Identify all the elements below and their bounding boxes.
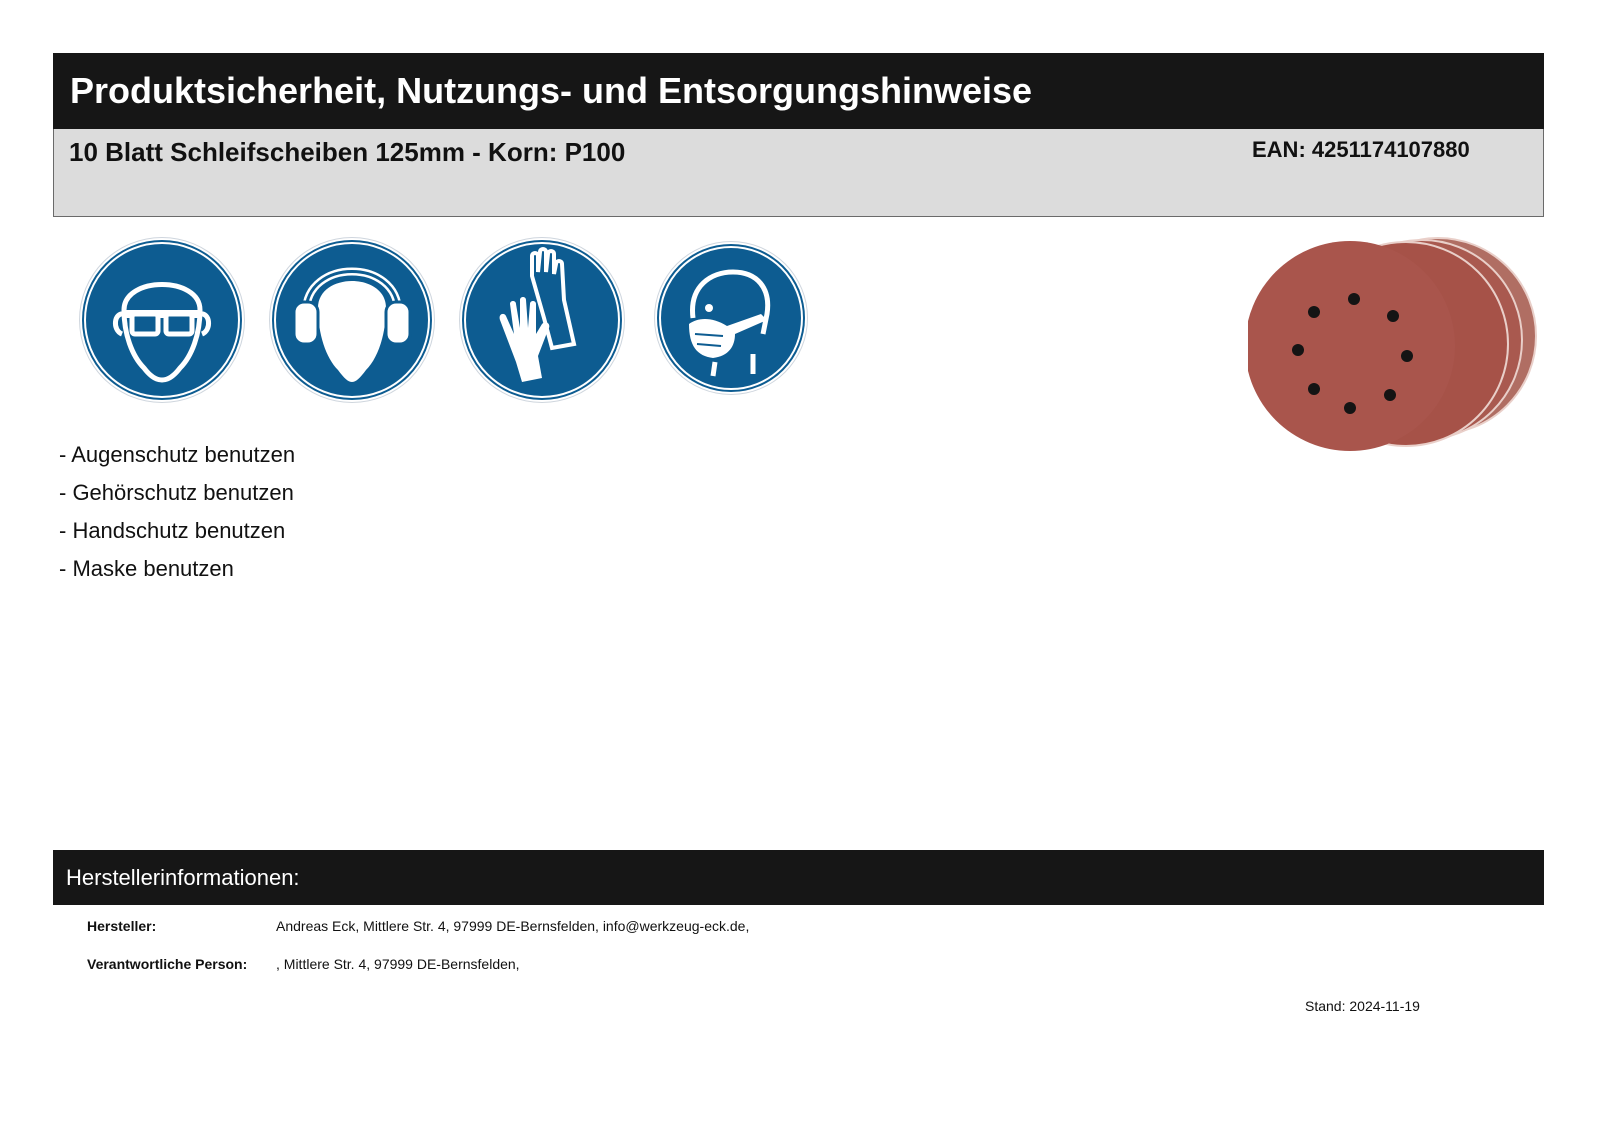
page-title: Produktsicherheit, Nutzungs- und Entsorgungshinweise	[53, 53, 1544, 129]
product-info-bar	[53, 129, 1544, 217]
face-mask-icon	[655, 242, 807, 394]
list-item: - Maske benutzen	[59, 556, 234, 581]
hand-protection-icon	[460, 238, 624, 402]
ear-protection-icon	[270, 238, 434, 402]
safety-instructions-list	[59, 436, 295, 588]
eye-protection-icon	[80, 238, 244, 402]
responsible-person-label: Verantwortliche Person:	[87, 956, 248, 972]
list-item: - Augenschutz benutzen	[59, 442, 296, 467]
document-date: Stand: 2024-11-19	[1305, 998, 1420, 1014]
manufacturer-section-heading: Herstellerinformationen:	[53, 850, 1544, 905]
list-item: - Gehörschutz benutzen	[59, 480, 294, 505]
manufacturer-value: Andreas Eck, Mittlere Str. 4, 97999 DE-Bernsfelden, info@werkzeug-eck.de,	[276, 918, 750, 934]
product-image-sanding-discs	[1248, 232, 1548, 472]
product-ean: EAN: 4251174107880	[1252, 137, 1470, 162]
manufacturer-label: Hersteller:	[87, 918, 157, 934]
product-name: 10 Blatt Schleifscheiben 125mm - Korn: P100	[69, 137, 626, 167]
responsible-person-value: , Mittlere Str. 4, 97999 DE-Bernsfelden,	[276, 956, 520, 972]
list-item: - Handschutz benutzen	[59, 518, 286, 543]
